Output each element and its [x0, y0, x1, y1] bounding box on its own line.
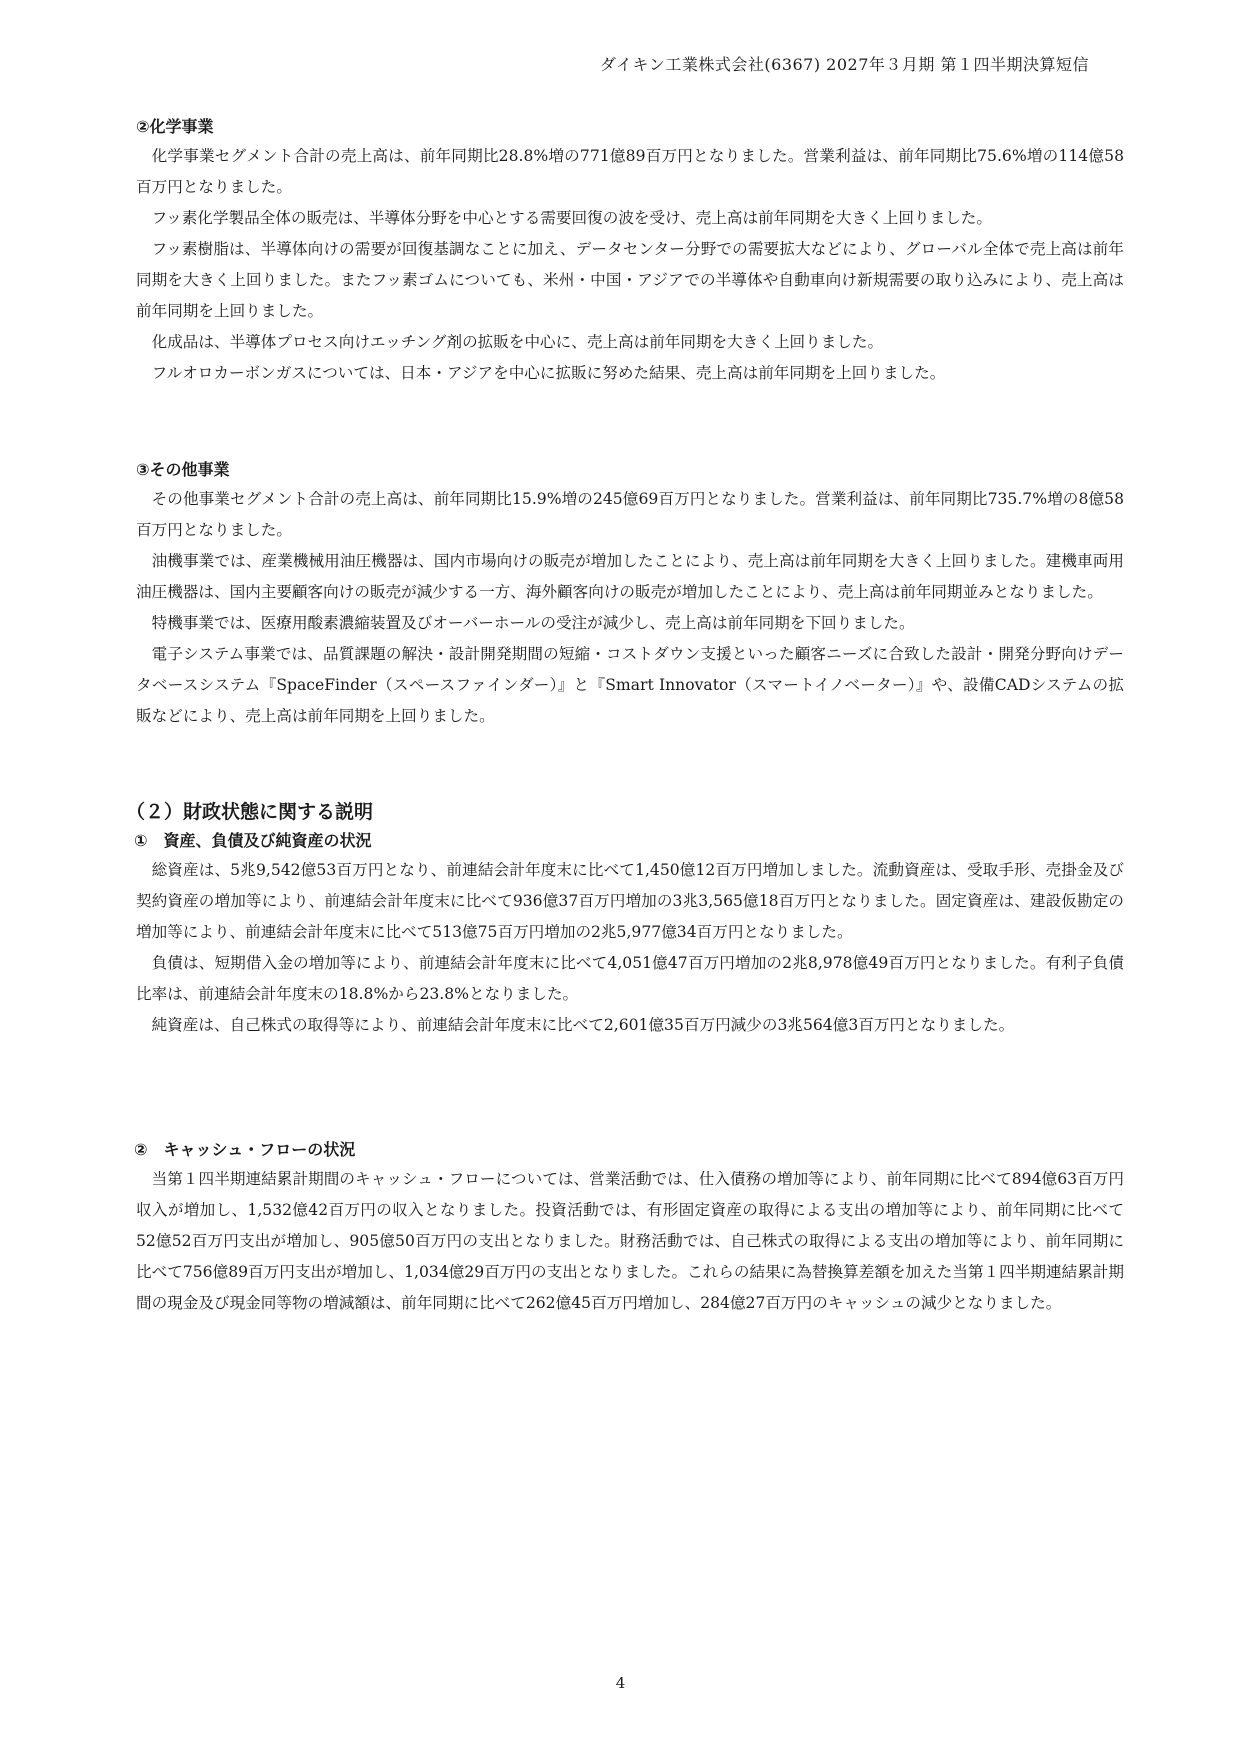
chemical-business-section [136, 113, 1124, 389]
chemical-paragraph-3: フッ素樹脂は、半導体向けの需要が回復基調なことに加え、データセンター分野での需要拡大などにより、グローバル全体で売上高は前年同期を大きく上回りました。またフッ素ゴムについても、米州・中国・アジアでの半導体や自動車向け新規需要の取り込みにより、売上高は前年同期を上回りました。 [136, 240, 1124, 320]
chemical-paragraph-5: フルオロカーボンガスについては、日本・アジアを中心に拡販に努めた結果、売上高は前年同期を上回りました。 [151, 364, 946, 382]
other-business-heading: ③その他事業 [136, 460, 230, 479]
other-paragraph-3: 特機事業では、医療用酸素濃縮装置及びオーバーホールの受注が減少し、売上高は前年同期を下回りました。 [151, 614, 915, 632]
cashflow-section [136, 1136, 1124, 1319]
other-paragraph-2: 油機事業では、産業機械用油圧機器は、国内市場向けの販売が増加したことにより、売上高は前年同期を大きく上回りました。建機車両用油圧機器は、国内主要顧客向けの販売が減少する一方、海外顧客向けの販売が増加したことにより、売上高は前年同期並みとなりました。 [136, 552, 1124, 601]
financial-position-heading: （２）財政状態に関する説明 [126, 801, 374, 823]
cashflow-heading: ② キャッシュ・フローの状況 [134, 1140, 356, 1159]
chemical-paragraph-1: 化学事業セグメント合計の売上高は、前年同期比28.8%増の771億89百万円となりました。営業利益は、前年同期比75.6%増の114億58百万円となりました。 [136, 147, 1124, 196]
other-paragraph-4: 電子システム事業では、品質課題の解決・設計開発期間の短縮・コストダウン支援といった顧客ニーズに合致した設計・開発分野向けデータベースシステム『SpaceFinder（スペースファインダー）』と『Smart Innovator（スマートイノベーター）』や、設備CADシステムの拡販などにより、売上高は前年同期を上回りました。 [136, 645, 1124, 725]
cashflow-paragraph: 当第１四半期連結累計期間のキャッシュ・フローについては、営業活動では、仕入債務の増加等により、前年同期に比べて894億63百万円収入が増加し、1,532億42百万円の収入となりました。投資活動では、有形固定資産の取得による支出の増加等により、前年同期に比べて52億52百万円支出が増加し、905億50百万円の支出となりました。財務活動では、自己株式の取得による支出の増加等により、前年同期に比べて756億89百万円支出が増加し、1,034億29百万円の支出となりました。これらの結果に為替換算差額を加えた当第１四半期連結累計期間の現金及び現金同等物の増減額は、前年同期に比べて262億45百万円増加し、284億27百万円のキャッシュの減少となりました。 [136, 1170, 1124, 1312]
document-header: ダイキン工業株式会社(6367) 2027年３月期 第１四半期決算短信 [599, 55, 1089, 74]
net-assets-paragraph: 純資産は、自己株式の取得等により、前連結会計年度末に比べて2,601億35百万円減少の3兆564億3百万円となりました。 [151, 1016, 1015, 1034]
other-business-section [136, 456, 1124, 732]
assets-paragraph-1: 総資産は、5兆9,542億53百万円となり、前連結会計年度末に比べて1,450億12百万円増加しました。流動資産は、受取手形、売掛金及び契約資産の増加等により、前連結会計年度末に比べて936億37百万円増加の3兆3,565億18百万円となりました。固定資産は、建設仮勘定の増加等により、前連結会計年度末に比べて513億75百万円増加の2兆5,977億34百万円となりました。 [136, 861, 1124, 941]
chemical-paragraph-4: 化成品は、半導体プロセス向けエッチング剤の拡販を中心に、売上高は前年同期を大きく上回りました。 [151, 333, 884, 351]
liabilities-paragraph: 負債は、短期借入金の増加等により、前連結会計年度末に比べて4,051億47百万円増加の2兆8,978億49百万円となりました。有利子負債比率は、前連結会計年度末の18.8%から23.8%となりました。 [136, 954, 1124, 1003]
page-number: 4 [615, 1674, 626, 1692]
assets-section [136, 827, 1124, 1041]
assets-heading: ① 資産、負債及び純資産の状況 [134, 831, 372, 850]
other-paragraph-1: その他事業セグメント合計の売上高は、前年同期比15.9%増の245億69百万円となりました。営業利益は、前年同期比735.7%増の8億58百万円となりました。 [136, 490, 1124, 539]
chemical-paragraph-2: フッ素化学製品全体の販売は、半導体分野を中心とする需要回復の波を受け、売上高は前年同期を大きく上回りました。 [151, 209, 992, 227]
chemical-business-heading: ②化学事業 [136, 117, 214, 136]
